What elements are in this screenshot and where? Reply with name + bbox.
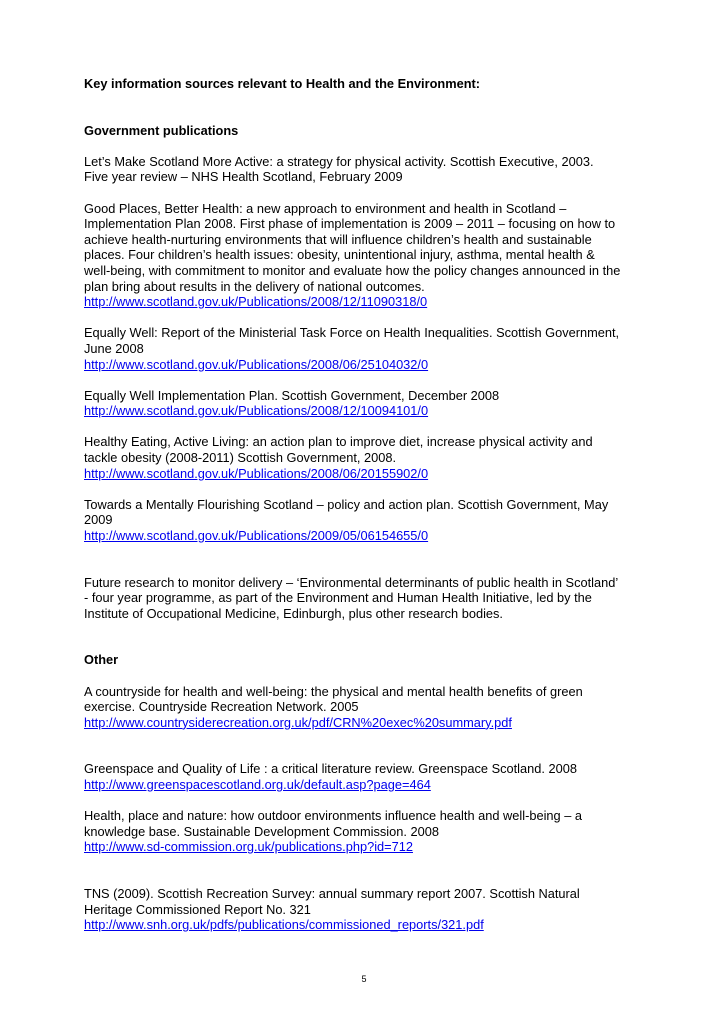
page-number: 5 xyxy=(361,974,367,984)
reference-link[interactable]: http://www.sd-commission.org.uk/publications.php?id=712 xyxy=(84,839,413,855)
reference-entry xyxy=(84,201,684,310)
reference-link[interactable]: http://www.scotland.gov.uk/Publications/2008/12/11090318/0 xyxy=(84,294,428,310)
section-heading-other: Other xyxy=(84,652,119,668)
reference-entry xyxy=(84,497,684,544)
reference-link[interactable]: http://www.countrysiderecreation.org.uk/pdf/CRN%20exec%20summary.pdf xyxy=(84,714,512,730)
reference-entry xyxy=(84,761,684,792)
reference-text-line: Equally Well: Report of the Ministerial Task Force on Health Inequalities. Scottish Government, xyxy=(84,325,620,341)
reference-entry xyxy=(84,325,684,372)
reference-text-line: Let’s Make Scotland More Active: a strategy for physical activity. Scottish Executive, 2003. xyxy=(84,153,594,169)
paragraph-line: Institute of Occupational Medicine, Edinburgh, plus other research bodies. xyxy=(84,605,503,621)
reference-text-line: Healthy Eating, Active Living: an action plan to improve diet, increase physical activity and xyxy=(84,434,593,450)
reference-text-line: A countryside for health and well-being: the physical and mental health benefits of green xyxy=(84,683,583,699)
reference-link[interactable]: http://www.scotland.gov.uk/Publications/2008/06/25104032/0 xyxy=(84,356,429,372)
reference-text-line: Five year review – NHS Health Scotland, February 2009 xyxy=(84,169,403,185)
reference-link[interactable]: http://www.scotland.gov.uk/Publications/2009/05/06154655/0 xyxy=(84,528,429,544)
reference-link[interactable]: http://www.greenspacescotland.org.uk/default.asp?page=464 xyxy=(84,776,431,792)
paragraph-line: Future research to monitor delivery – ‘Environmental determinants of public health in Scotland’ xyxy=(84,574,619,590)
reference-text-line: Good Places, Better Health: a new approach to environment and health in Scotland – xyxy=(84,200,567,216)
future-research-paragraph xyxy=(84,575,684,622)
reference-entry xyxy=(84,886,684,933)
reference-entry xyxy=(84,684,684,731)
reference-entry xyxy=(84,388,684,419)
reference-text-line: exercise. Countryside Recreation Network. 2005 xyxy=(84,699,359,715)
reference-entry xyxy=(84,808,684,855)
reference-text-line: June 2008 xyxy=(84,340,144,356)
paragraph-line: - four year programme, as part of the Environment and Human Health Initiative, led by the xyxy=(84,590,592,606)
reference-text-line: places. Four children’s health issues: obesity, unintentional injury, asthma, mental health & xyxy=(84,247,595,263)
reference-text-line: Greenspace and Quality of Life : a critical literature review. Greenspace Scotland. 2008 xyxy=(84,761,577,777)
reference-text-line: Implementation Plan 2008. First phase of implementation is 2009 – 2011 – focusing on how to xyxy=(84,216,616,232)
document-title: Key information sources relevant to Health and the Environment: xyxy=(84,76,481,91)
reference-text-line: Equally Well Implementation Plan. Scottish Government, December 2008 xyxy=(84,387,500,403)
reference-entry xyxy=(84,154,684,185)
reference-text-line: TNS (2009). Scottish Recreation Survey: annual summary report 2007. Scottish Natural xyxy=(84,885,580,901)
reference-text-line: knowledge base. Sustainable Development Commission. 2008 xyxy=(84,823,439,839)
reference-text-line: Heritage Commissioned Report No. 321 xyxy=(84,901,311,917)
reference-text-line: Towards a Mentally Flourishing Scotland – policy and action plan. Scottish Government, May xyxy=(84,496,609,512)
section-heading-government: Government publications xyxy=(84,122,239,138)
reference-text-line: plan bring about results in the delivery of national outcomes. xyxy=(84,278,425,294)
reference-link[interactable]: http://www.snh.org.uk/pdfs/publications/commissioned_reports/321.pdf xyxy=(84,917,484,933)
reference-text-line: tackle obesity (2008-2011) Scottish Government, 2008. xyxy=(84,450,397,466)
reference-entry xyxy=(84,434,684,481)
reference-text-line: well-being, with commitment to monitor and evaluate how the policy changes announced in the xyxy=(84,262,621,278)
reference-text-line: 2009 xyxy=(84,512,113,528)
reference-link[interactable]: http://www.scotland.gov.uk/Publications/2008/06/20155902/0 xyxy=(84,465,429,481)
reference-text-line: Health, place and nature: how outdoor environments influence health and well-being – a xyxy=(84,808,582,824)
reference-text-line: achieve health-nurturing environments that will influence children’s health and sustainable xyxy=(84,231,592,247)
reference-link[interactable]: http://www.scotland.gov.uk/Publications/2008/12/10094101/0 xyxy=(84,403,429,419)
document-body xyxy=(84,76,684,933)
